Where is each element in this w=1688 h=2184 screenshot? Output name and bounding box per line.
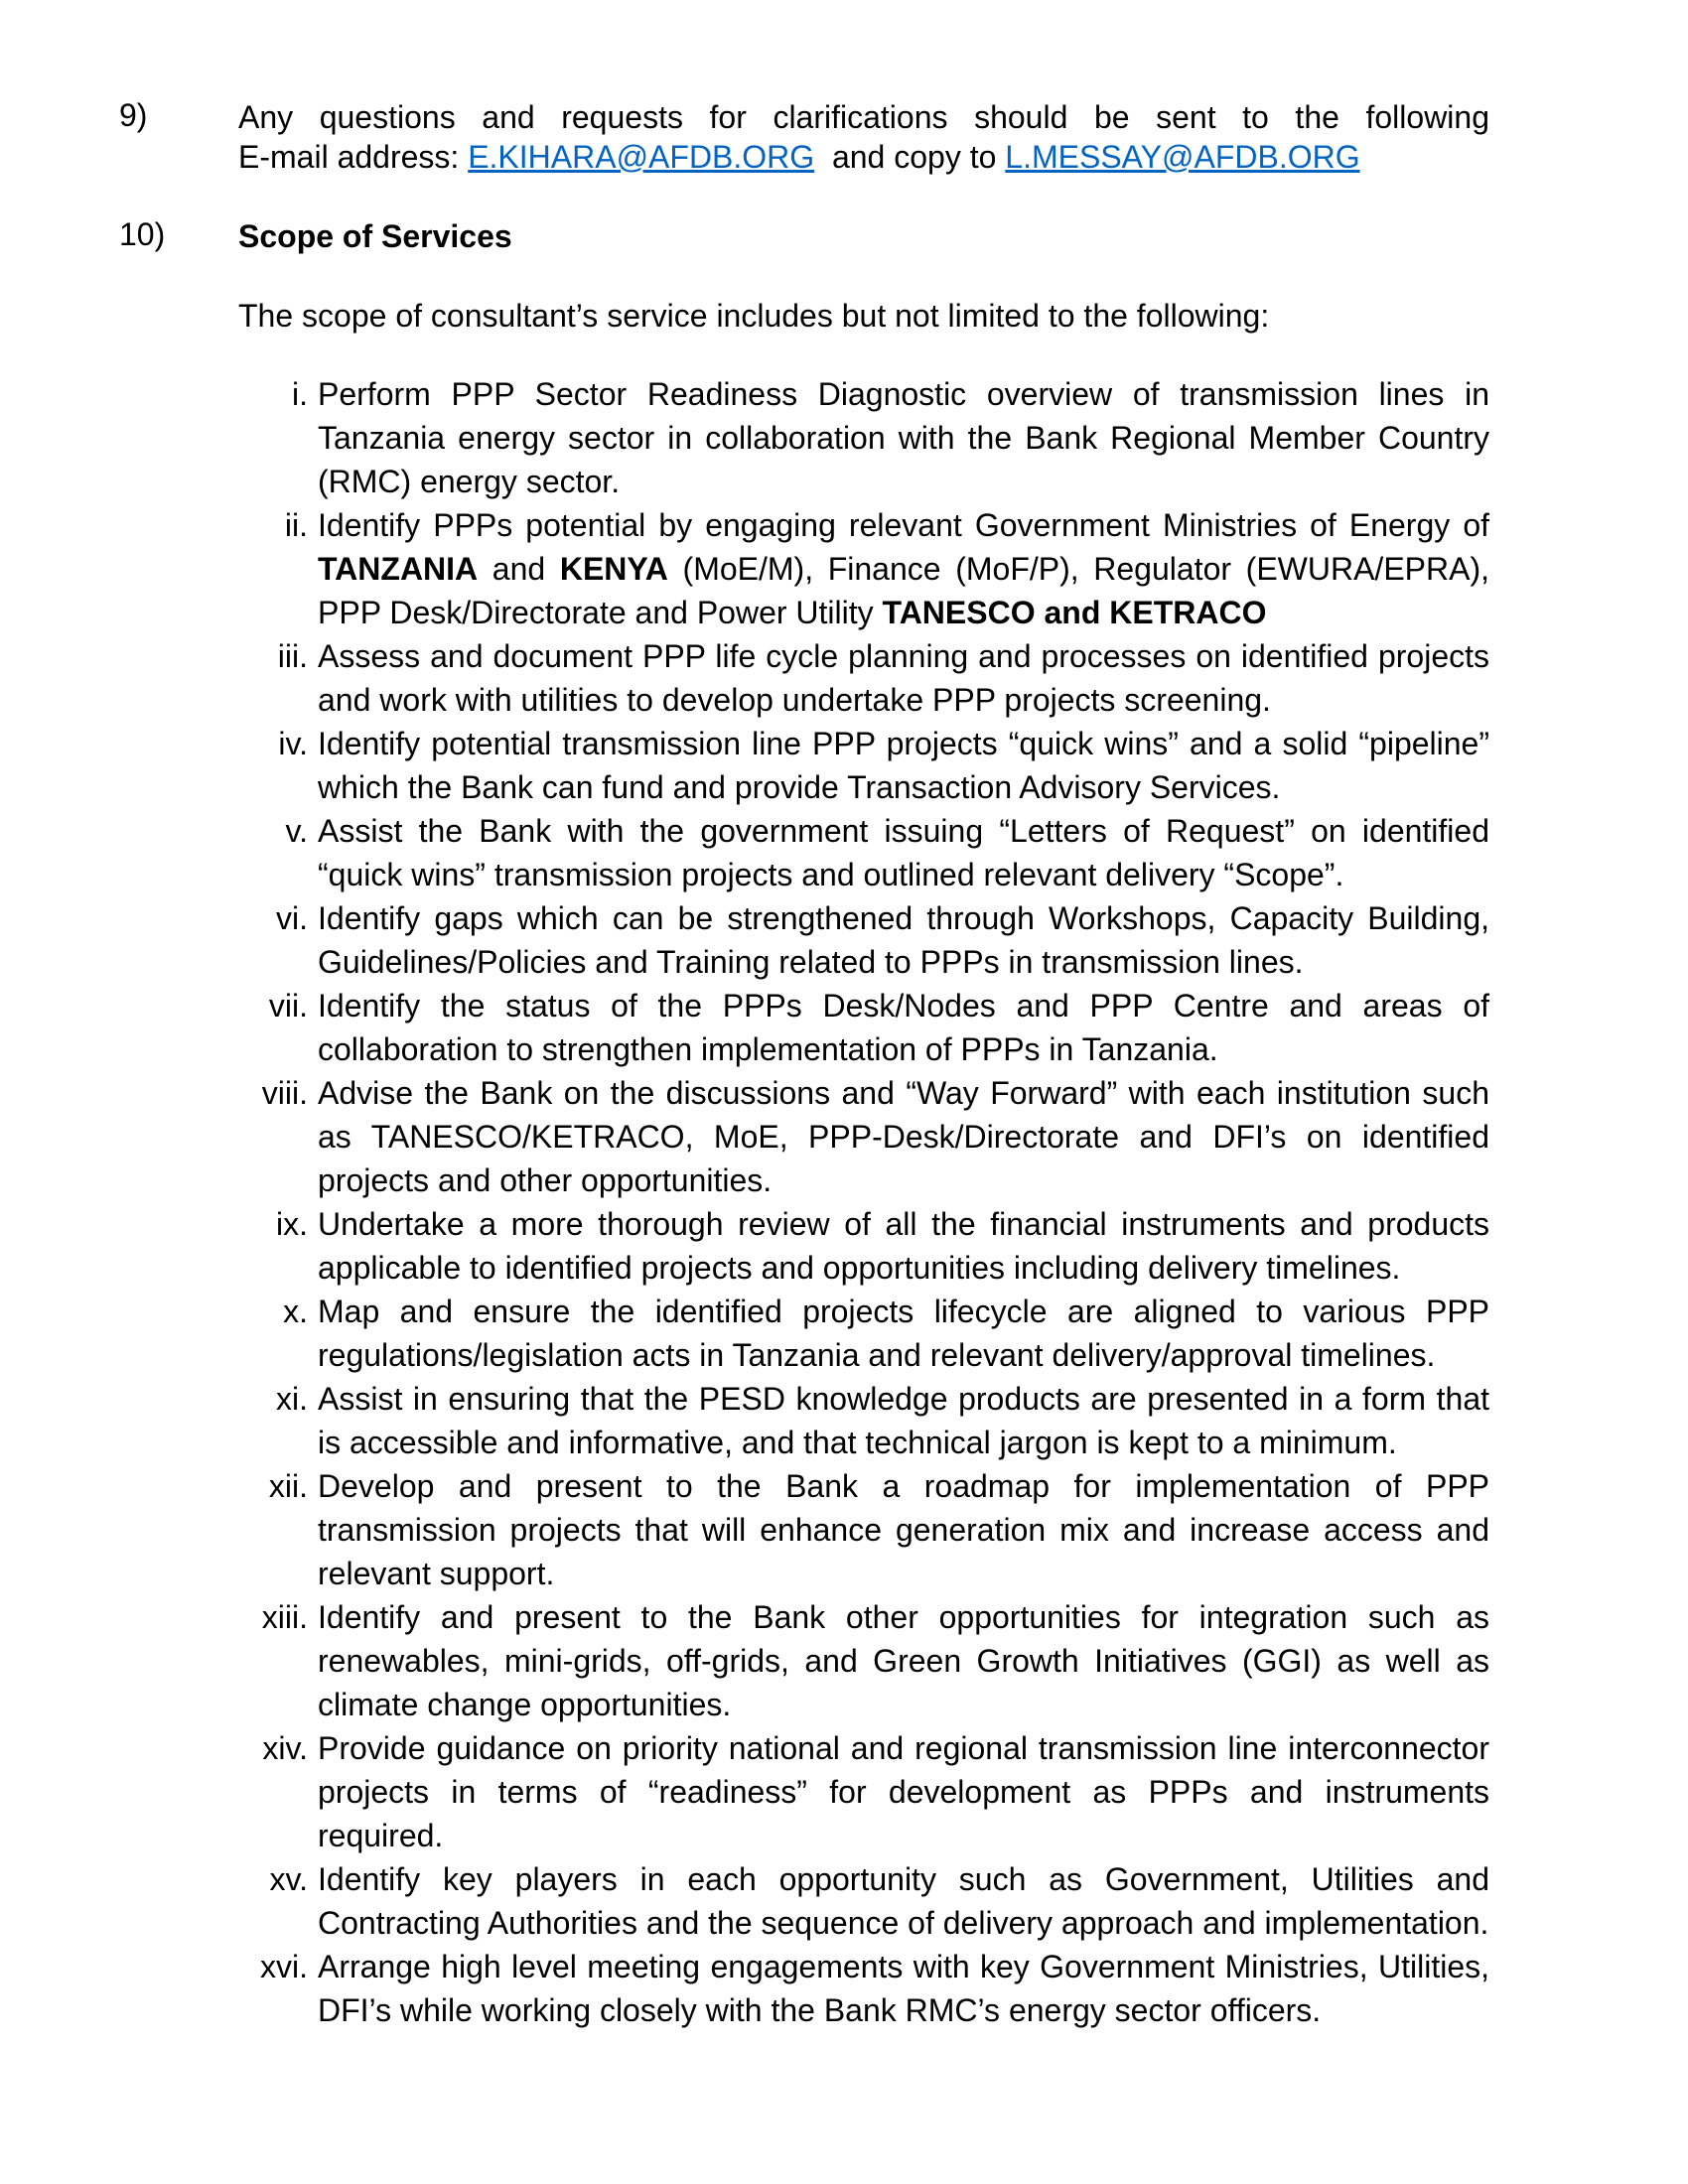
utilities-names: TANESCO and KETRACO	[882, 595, 1267, 630]
list-marker: vi.	[276, 900, 308, 936]
list-item	[238, 1595, 1489, 1726]
list-item-text: Advise the Bank on the discussions and “Way Forward” with each institution such as TANESCO/KETRACO, MoE, PPP-Desk/Directorate and DFI’s on identified projects and other opportunities.	[318, 1075, 1489, 1198]
list-item	[238, 1726, 1489, 1857]
list-marker: xvi.	[260, 1949, 308, 1984]
list-item-text-part: (MoE/M), Finance (MoF/P), Regulator (EWURA/EPRA), PPP Desk/Directorate and Power Utility	[318, 551, 1490, 630]
list-marker: viii.	[261, 1075, 308, 1111]
section-10-heading: Scope of Services	[238, 218, 512, 254]
list-item-text: Assist in ensuring that the PESD knowledge products are presented in a form that is accessible and informative, and that technical jargon is kept to a minimum.	[318, 1381, 1489, 1460]
list-marker: xv.	[269, 1861, 308, 1897]
list-item	[238, 722, 1489, 809]
list-item	[238, 1945, 1489, 2032]
list-item	[238, 984, 1489, 1071]
list-marker: vii.	[268, 988, 308, 1024]
email-link-messay[interactable]: L.MESSAY@AFDB.ORG	[1005, 139, 1360, 175]
list-item-text: Identify potential transmission line PPP projects “quick wins” and a solid “pipeline” which the Bank can fund and provide Transaction Advisory Services.	[318, 726, 1489, 805]
country-kenya: KENYA	[559, 551, 668, 587]
list-item-text: Map and ensure the identified projects lifecycle are aligned to various PPP regulations/legislation acts in Tanzania and relevant delivery/approval timelines.	[318, 1294, 1489, 1373]
list-item	[238, 1202, 1489, 1290]
list-item	[238, 1857, 1489, 1945]
list-marker: i.	[292, 376, 308, 412]
list-marker: ii.	[284, 507, 308, 543]
list-item-text: Identify key players in each opportunity such as Government, Utilities and Contracting Authorities and the sequence of delivery approach and implementation.	[318, 1861, 1489, 1941]
copy-to-label: and copy to	[814, 139, 1006, 175]
list-marker: v.	[285, 813, 308, 849]
list-marker: xiii.	[261, 1599, 308, 1635]
list-marker: xi.	[276, 1381, 308, 1417]
section-10-number: 10)	[119, 216, 166, 252]
section-9-line-2	[238, 137, 1489, 177]
list-item	[238, 809, 1489, 896]
list-item-text: Develop and present to the Bank a roadmap for implementation of PPP transmission projects that will enhance generation mix and increase access and relevant support.	[318, 1468, 1489, 1591]
list-item-text-part: and	[478, 551, 560, 587]
section-9-body	[238, 97, 1489, 177]
list-item	[238, 1377, 1489, 1464]
list-item-text: Identify the status of the PPPs Desk/Nodes and PPP Centre and areas of collaboration to strengthen implementation of PPPs in Tanzania.	[318, 988, 1489, 1067]
section-9-number: 9)	[119, 97, 148, 133]
list-item-text: Assist the Bank with the government issuing “Letters of Request” on identified “quick wins” transmission projects and outlined relevant delivery “Scope”.	[318, 813, 1489, 892]
scope-list	[238, 372, 1489, 2032]
list-item	[238, 634, 1489, 722]
list-item-text	[318, 507, 1489, 630]
email-label: E-mail address:	[238, 139, 469, 175]
list-marker: x.	[283, 1294, 308, 1329]
list-marker: iii.	[277, 638, 308, 674]
list-item-text: Arrange high level meeting engagements with key Government Ministries, Utilities, DFI’s while working closely with the Bank RMC’s energy sector officers.	[318, 1949, 1489, 2028]
list-item	[238, 503, 1489, 634]
list-item	[238, 1464, 1489, 1595]
list-item	[238, 372, 1489, 503]
list-marker: iv.	[278, 726, 308, 761]
scope-intro: The scope of consultant’s service includes but not limited to the following:	[238, 298, 1270, 334]
list-item-text: Assess and document PPP life cycle planning and processes on identified projects and work with utilities to develop undertake PPP projects screening.	[318, 638, 1489, 718]
list-item-text: Identify gaps which can be strengthened through Workshops, Capacity Building, Guidelines/Policies and Training related to PPPs in transmission lines.	[318, 900, 1489, 980]
list-marker: ix.	[276, 1206, 308, 1242]
list-item-text: Provide guidance on priority national and regional transmission line interconnector projects in terms of “readiness” for development as PPPs and instruments required.	[318, 1730, 1489, 1853]
list-item-text: Identify and present to the Bank other opportunities for integration such as renewables, mini-grids, off-grids, and Green Growth Initiatives (GGI) as well as climate change opportunities.	[318, 1599, 1489, 1722]
country-tanzania: TANZANIA	[318, 551, 479, 587]
list-marker: xiv.	[262, 1730, 308, 1766]
email-link-kihara[interactable]: E.KIHARA@AFDB.ORG	[468, 139, 815, 175]
list-item-text-part: Identify PPPs potential by engaging relevant Government Ministries of Energy of	[318, 507, 1489, 543]
list-item	[238, 1290, 1489, 1377]
list-item	[238, 1071, 1489, 1202]
list-item-text: Perform PPP Sector Readiness Diagnostic overview of transmission lines in Tanzania energy sector in collaboration with the Bank Regional Member Country (RMC) energy sector.	[318, 376, 1489, 499]
section-9-line-1: Any questions and requests for clarifications should be sent to the following	[238, 99, 1489, 135]
list-item-text: Undertake a more thorough review of all the financial instruments and products applicable to identified projects and opportunities including delivery timelines.	[318, 1206, 1489, 1286]
list-item	[238, 896, 1489, 984]
list-marker: xii.	[268, 1468, 308, 1504]
